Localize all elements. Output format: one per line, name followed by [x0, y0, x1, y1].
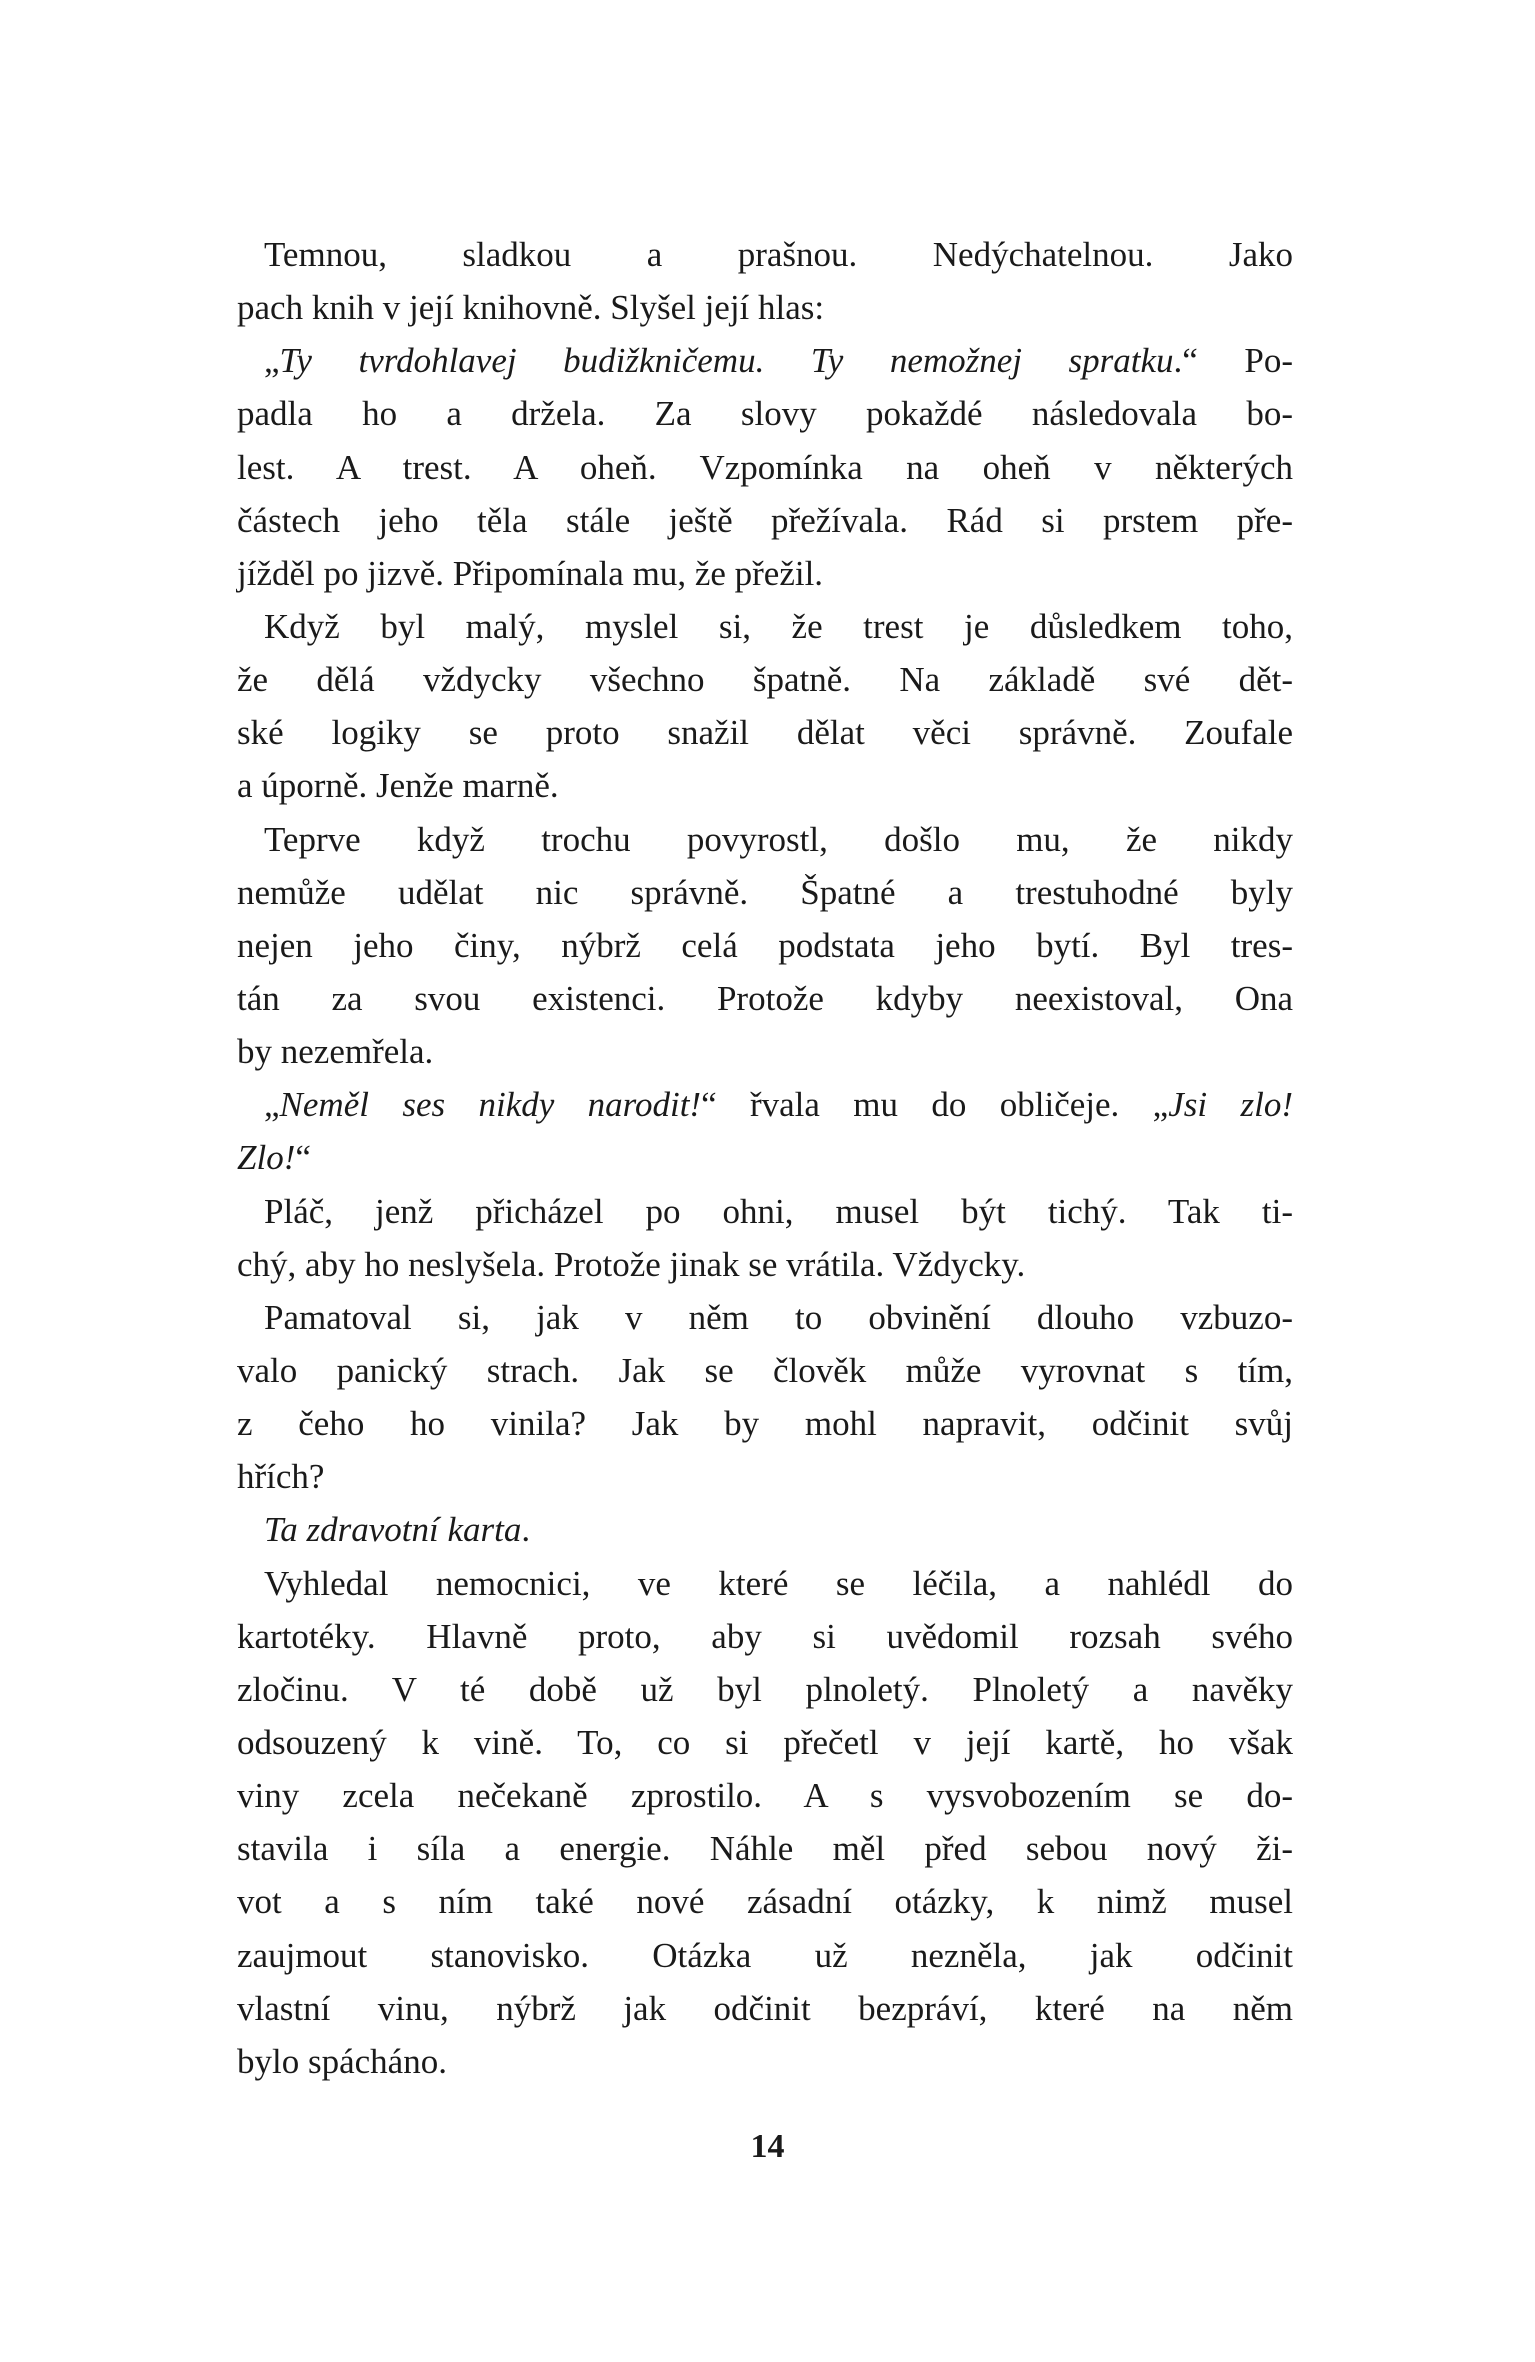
- text-line: [237, 1503, 1293, 1556]
- text-line: [237, 1238, 1293, 1291]
- text-segment: .“ Po-: [1173, 341, 1293, 381]
- text-line: [237, 1663, 1293, 1716]
- text-segment: částech jeho těla stále ještě přežívala. Rád si prstem pře-: [237, 500, 1293, 540]
- text-line: [237, 2035, 1293, 2088]
- text-segment: “: [295, 1138, 311, 1178]
- italic-text: Jsi zlo!: [1168, 1085, 1293, 1125]
- text-segment: jížděl po jizvě. Připomínala mu, že přežil.: [237, 553, 824, 593]
- text-line: [237, 813, 1293, 866]
- text-line: [237, 759, 1293, 812]
- text-line: [237, 441, 1293, 494]
- text-segment: stavila i síla a energie. Náhle měl před sebou nový ži-: [237, 1829, 1293, 1869]
- text-line: [237, 972, 1293, 1025]
- text-line: [237, 228, 1293, 281]
- text-segment: kartotéky. Hlavně proto, aby si uvědomil rozsah svého: [237, 1616, 1293, 1656]
- italic-text: Ta zdravotní karta: [264, 1510, 522, 1550]
- text-segment: valo panický strach. Jak se člověk může vyrovnat s tím,: [237, 1350, 1293, 1390]
- text-segment: Vyhledal nemocnici, ve které se léčila, a nahlédl do: [264, 1563, 1293, 1603]
- text-line: [237, 1185, 1293, 1238]
- text-line: [237, 1397, 1293, 1450]
- text-segment: Když byl malý, myslel si, že trest je důsledkem toho,: [264, 606, 1293, 646]
- text-segment: tán za svou existenci. Protože kdyby neexistoval, Ona: [237, 978, 1293, 1018]
- text-line: [237, 1875, 1293, 1928]
- text-segment: zločinu. V té době už byl plnoletý. Plnoletý a navěky: [237, 1669, 1293, 1709]
- text-segment: Temnou, sladkou a prašnou. Nedýchatelnou. Jako: [264, 235, 1293, 274]
- text-segment: lest. A trest. A oheň. Vzpomínka na oheň v některých: [237, 447, 1293, 487]
- text-line: [237, 387, 1293, 440]
- body-text: [237, 228, 1293, 2088]
- text-line: [237, 1078, 1293, 1131]
- text-line: [237, 1610, 1293, 1663]
- italic-text: Zlo!: [237, 1138, 296, 1178]
- text-segment: .: [521, 1510, 531, 1550]
- text-line: [237, 1557, 1293, 1610]
- text-segment: z čeho ho vinila? Jak by mohl napravit, odčinit svůj: [237, 1404, 1293, 1444]
- text-segment: nejen jeho činy, nýbrž celá podstata jeho bytí. Byl tres-: [237, 925, 1293, 965]
- text-segment: Teprve když trochu povyrostl, došlo mu, že nikdy: [264, 819, 1293, 859]
- text-line: [237, 1822, 1293, 1875]
- text-segment: vlastní vinu, nýbrž jak odčinit bezpráví, které na něm: [237, 1988, 1293, 2028]
- text-segment: “ řvala mu do obličeje. „: [701, 1085, 1169, 1125]
- text-line: [237, 1291, 1293, 1344]
- text-segment: zaujmout stanovisko. Otázka už nezněla, jak odčinit: [237, 1935, 1293, 1975]
- text-segment: odsouzený k vině. To, co si přečetl v její kartě, ho však: [237, 1722, 1293, 1762]
- text-segment: by nezemřela.: [237, 1032, 434, 1072]
- text-segment: ské logiky se proto snažil dělat věci správně. Zoufale: [237, 713, 1293, 753]
- text-segment: a úporně. Jenže marně.: [237, 766, 559, 806]
- text-line: [237, 1929, 1293, 1982]
- text-line: [237, 1025, 1293, 1078]
- text-line: [237, 281, 1293, 334]
- italic-text: Neměl ses nikdy narodit!: [279, 1085, 702, 1125]
- italic-text: Ty tvrdohlavej budižkničemu. Ty nemožnej spratku: [279, 341, 1174, 381]
- text-segment: padla ho a držela. Za slovy pokaždé následovala bo-: [237, 394, 1293, 434]
- text-line: [237, 866, 1293, 919]
- text-line: [237, 653, 1293, 706]
- text-line: [237, 1716, 1293, 1769]
- text-segment: Pláč, jenž přicházel po ohni, musel být tichý. Tak ti-: [264, 1191, 1293, 1231]
- text-line: [237, 547, 1293, 600]
- text-segment: „: [264, 341, 280, 381]
- text-segment: chý, aby ho neslyšela. Protože jinak se vrátila. Vždycky.: [237, 1244, 1026, 1284]
- text-line: [237, 600, 1293, 653]
- text-segment: viny zcela nečekaně zprostilo. A s vysvobozením se do-: [237, 1776, 1293, 1816]
- text-segment: hřích?: [237, 1457, 325, 1497]
- text-segment: bylo spácháno.: [237, 2041, 447, 2081]
- text-line: [237, 1982, 1293, 2035]
- text-line: [237, 494, 1293, 547]
- text-segment: nemůže udělat nic správně. Špatné a trestuhodné byly: [237, 872, 1293, 912]
- text-segment: vot a s ním také nové zásadní otázky, k nimž musel: [237, 1882, 1293, 1922]
- text-segment: že dělá vždycky všechno špatně. Na základě své dět-: [237, 660, 1293, 700]
- text-segment: pach knih v její knihovně. Slyšel její hlas:: [237, 288, 825, 328]
- text-line: [237, 1344, 1293, 1397]
- text-segment: Pamatoval si, jak v něm to obvinění dlouho vzbuzo-: [264, 1297, 1293, 1337]
- text-line: [237, 334, 1293, 387]
- text-segment: „: [264, 1085, 280, 1125]
- text-line: [237, 706, 1293, 759]
- text-line: [237, 1131, 1293, 1184]
- text-line: [237, 1450, 1293, 1503]
- page-number: 14: [750, 2128, 785, 2165]
- text-line: [237, 919, 1293, 972]
- text-line: [237, 1769, 1293, 1822]
